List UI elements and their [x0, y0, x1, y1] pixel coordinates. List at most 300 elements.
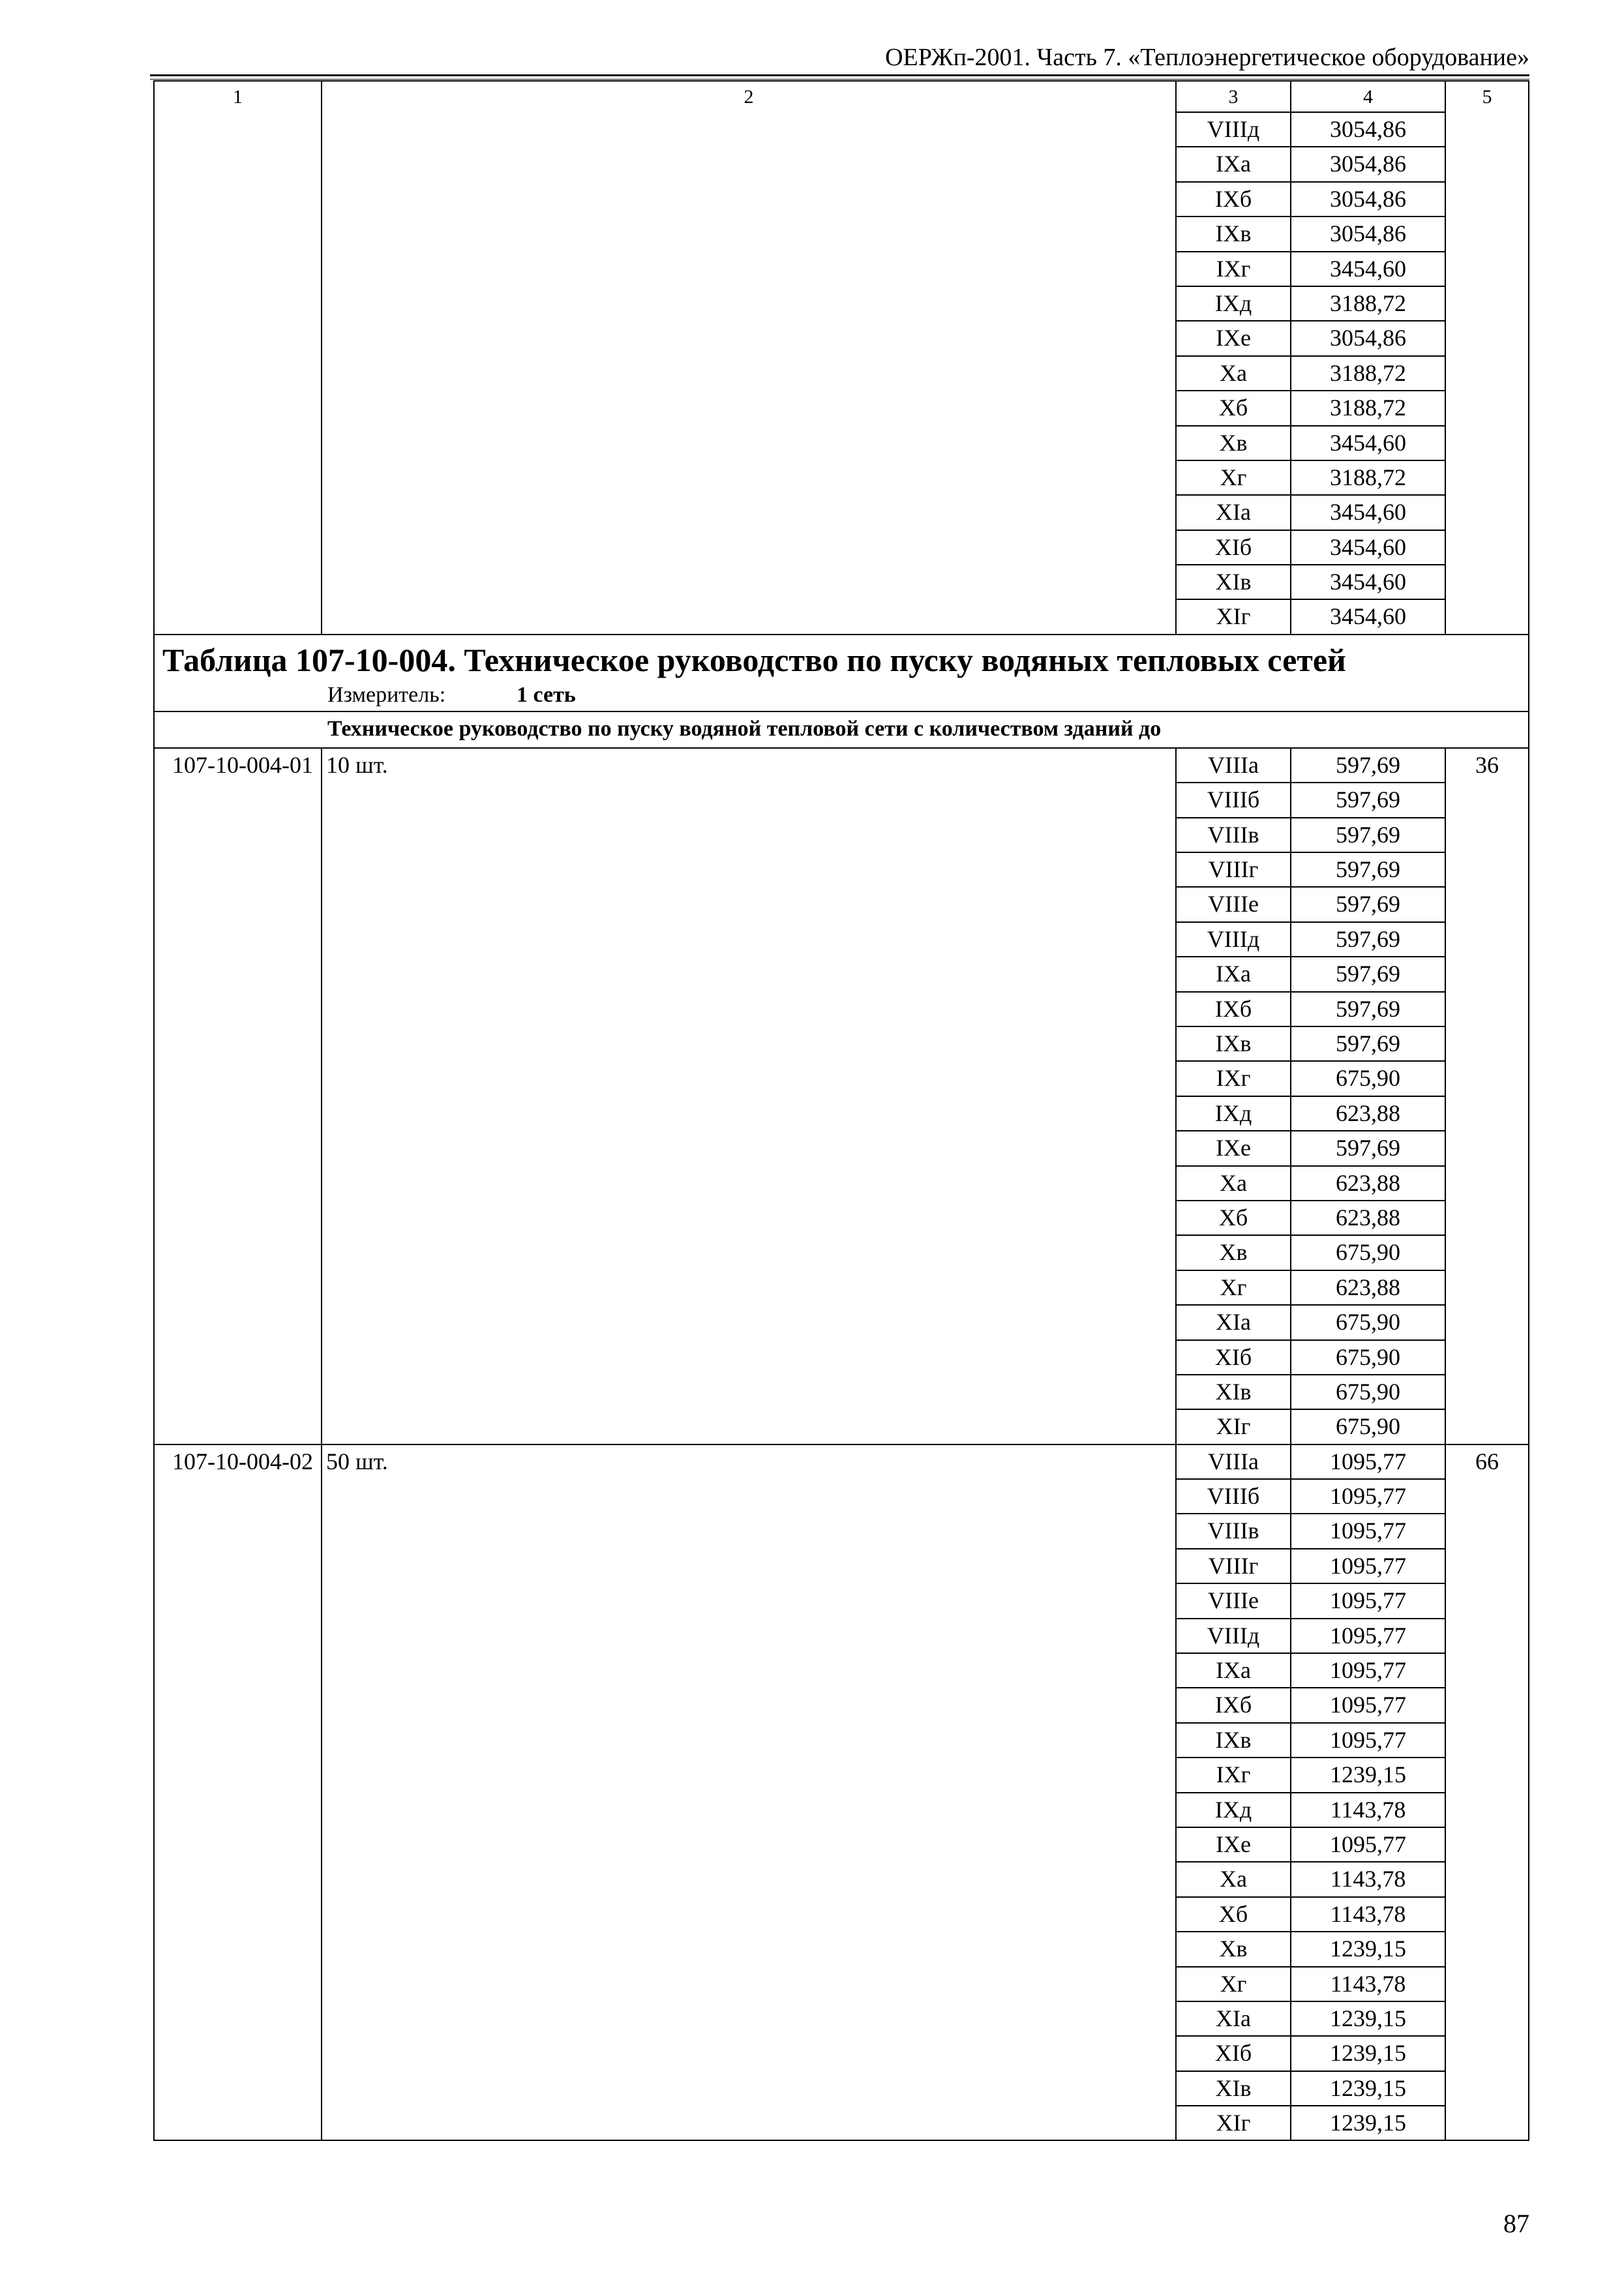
table-row	[153, 494, 1529, 529]
zone-cell: Xг	[1175, 1966, 1290, 2001]
price-cell: 597,69	[1290, 956, 1445, 991]
code-cell	[153, 599, 321, 633]
table-row	[153, 564, 1529, 599]
zone-cell: XIв	[1175, 1374, 1290, 1409]
description-cell	[321, 1653, 1175, 1687]
description-cell	[321, 2035, 1175, 2070]
labor-cell	[1445, 390, 1529, 425]
header-rule-thin	[150, 79, 1529, 80]
labor-cell	[1445, 1060, 1529, 1095]
table-row	[153, 146, 1529, 181]
description-cell: 10 шт.	[321, 747, 1175, 782]
code-cell	[153, 886, 321, 921]
price-cell: 623,88	[1290, 1270, 1445, 1304]
zone-cell: Xб	[1175, 390, 1290, 425]
table-row	[153, 1687, 1529, 1722]
table-row	[153, 2071, 1529, 2105]
code-cell	[153, 1687, 321, 1722]
table-row	[153, 112, 1529, 146]
price-cell: 1095,77	[1290, 1722, 1445, 1757]
labor-cell	[1445, 1827, 1529, 1861]
labor-cell	[1445, 852, 1529, 886]
table-row	[153, 1444, 1529, 1478]
zone-cell: IXд	[1175, 1792, 1290, 1827]
labor-cell	[1445, 1270, 1529, 1304]
zone-cell: XIб	[1175, 2035, 1290, 2070]
table-row	[153, 1653, 1529, 1687]
zone-cell: XIг	[1175, 2105, 1290, 2140]
table-row	[153, 251, 1529, 286]
price-cell: 1239,15	[1290, 1757, 1445, 1791]
labor-cell	[1445, 1339, 1529, 1374]
zone-cell: VIIIе	[1175, 1583, 1290, 1617]
labor-cell	[1445, 251, 1529, 286]
code-cell: 107-10-004-02	[153, 1444, 321, 1478]
labor-cell	[1445, 1478, 1529, 1513]
description-cell	[321, 1583, 1175, 1617]
labor-cell	[1445, 530, 1529, 564]
zone-cell: IXб	[1175, 181, 1290, 216]
zone-cell: IXв	[1175, 216, 1290, 250]
zone-cell: VIIIд	[1175, 1618, 1290, 1653]
code-cell	[153, 1653, 321, 1687]
description-cell	[321, 460, 1175, 494]
table-row	[153, 1026, 1529, 1060]
meter-label: Измеритель:	[327, 682, 446, 707]
code-cell	[153, 1861, 321, 1896]
labor-cell	[1445, 2105, 1529, 2140]
meter-value: 1 сеть	[517, 682, 576, 707]
zone-cell: XIа	[1175, 1304, 1290, 1339]
price-cell: 3054,86	[1290, 320, 1445, 355]
zone-cell: XIг	[1175, 1409, 1290, 1443]
zone-cell: IXб	[1175, 1687, 1290, 1722]
labor-cell	[1445, 991, 1529, 1026]
price-cell: 597,69	[1290, 852, 1445, 886]
table-row	[153, 1339, 1529, 1374]
code-cell	[153, 1513, 321, 1548]
code-cell	[153, 1548, 321, 1583]
price-cell: 1095,77	[1290, 1478, 1445, 1513]
description-cell	[321, 599, 1175, 633]
zone-cell: IXе	[1175, 320, 1290, 355]
description-cell	[321, 991, 1175, 1026]
table-row	[153, 1861, 1529, 1896]
labor-cell	[1445, 817, 1529, 852]
price-cell: 1095,77	[1290, 1687, 1445, 1722]
price-cell: 3188,72	[1290, 355, 1445, 390]
labor-cell	[1445, 921, 1529, 956]
code-cell	[153, 956, 321, 991]
description-cell	[321, 1130, 1175, 1165]
labor-cell	[1445, 494, 1529, 529]
page-number: 87	[1503, 2209, 1529, 2238]
table-row	[153, 921, 1529, 956]
price-cell: 1143,78	[1290, 1966, 1445, 2001]
price-table	[153, 80, 1529, 2141]
description-cell	[321, 564, 1175, 599]
description-cell	[321, 1026, 1175, 1060]
description-cell	[321, 1339, 1175, 1374]
code-cell: 107-10-004-01	[153, 747, 321, 782]
column-header: 5	[1445, 80, 1529, 112]
code-cell	[153, 1096, 321, 1130]
labor-cell: 66	[1445, 1444, 1529, 1478]
description-cell	[321, 1792, 1175, 1827]
labor-cell	[1445, 286, 1529, 320]
price-cell: 1095,77	[1290, 1653, 1445, 1687]
code-cell	[153, 2001, 321, 2035]
price-cell: 3054,86	[1290, 181, 1445, 216]
description-cell	[321, 390, 1175, 425]
zone-cell: Xа	[1175, 1165, 1290, 1200]
table-row	[153, 390, 1529, 425]
zone-cell: IXг	[1175, 1060, 1290, 1095]
price-cell: 623,88	[1290, 1200, 1445, 1234]
zone-cell: VIIIа	[1175, 1444, 1290, 1478]
table-row	[153, 1200, 1529, 1234]
zone-cell: IXб	[1175, 991, 1290, 1026]
description-cell	[321, 2071, 1175, 2105]
labor-cell	[1445, 146, 1529, 181]
table-row	[153, 216, 1529, 250]
price-cell: 675,90	[1290, 1374, 1445, 1409]
code-cell	[153, 1339, 321, 1374]
zone-cell: IXг	[1175, 251, 1290, 286]
labor-cell	[1445, 1687, 1529, 1722]
continuation-section	[153, 112, 1529, 634]
description-cell	[321, 1234, 1175, 1269]
code-cell	[153, 1827, 321, 1861]
labor-cell	[1445, 2001, 1529, 2035]
labor-cell	[1445, 1931, 1529, 1966]
price-cell: 3454,60	[1290, 425, 1445, 460]
table-row	[153, 1270, 1529, 1304]
price-cell: 3454,60	[1290, 564, 1445, 599]
code-cell	[153, 1026, 321, 1060]
labor-cell	[1445, 564, 1529, 599]
zone-cell: Xг	[1175, 460, 1290, 494]
column-header: 1	[153, 80, 321, 112]
price-cell: 3054,86	[1290, 216, 1445, 250]
description-cell	[321, 1757, 1175, 1791]
code-cell	[153, 1304, 321, 1339]
price-cell: 675,90	[1290, 1409, 1445, 1443]
labor-cell	[1445, 355, 1529, 390]
zone-cell: IXг	[1175, 1757, 1290, 1791]
table-row	[153, 1896, 1529, 1931]
zone-cell: Xв	[1175, 1234, 1290, 1269]
labor-cell	[1445, 1165, 1529, 1200]
description-cell	[321, 494, 1175, 529]
zone-cell: IXе	[1175, 1827, 1290, 1861]
zone-cell: IXв	[1175, 1026, 1290, 1060]
table-row	[153, 1583, 1529, 1617]
price-cell: 675,90	[1290, 1234, 1445, 1269]
description-cell	[321, 782, 1175, 816]
labor-cell	[1445, 1548, 1529, 1583]
zone-cell: XIв	[1175, 564, 1290, 599]
price-cell: 1239,15	[1290, 2071, 1445, 2105]
zone-cell: Xб	[1175, 1896, 1290, 1931]
zone-cell: IXа	[1175, 146, 1290, 181]
items-section	[153, 747, 1529, 2140]
code-cell	[153, 460, 321, 494]
code-cell	[153, 146, 321, 181]
description-cell	[321, 251, 1175, 286]
table-row	[153, 1478, 1529, 1513]
labor-cell	[1445, 1200, 1529, 1234]
table-row	[153, 181, 1529, 216]
labor-cell	[1445, 1583, 1529, 1617]
labor-cell	[1445, 1513, 1529, 1548]
code-cell	[153, 1757, 321, 1791]
zone-cell: IXа	[1175, 1653, 1290, 1687]
table-row	[153, 460, 1529, 494]
code-cell	[153, 2105, 321, 2140]
labor-cell	[1445, 886, 1529, 921]
description-cell	[321, 320, 1175, 355]
price-cell: 3054,86	[1290, 146, 1445, 181]
zone-cell: VIIIа	[1175, 747, 1290, 782]
price-cell: 1095,77	[1290, 1548, 1445, 1583]
page-header: ОЕРЖп-2001. Часть 7. «Теплоэнергетическое оборудование»	[885, 44, 1529, 71]
code-cell	[153, 921, 321, 956]
labor-cell	[1445, 1374, 1529, 1409]
labor-cell	[1445, 181, 1529, 216]
labor-cell	[1445, 1653, 1529, 1687]
code-cell	[153, 355, 321, 390]
table-title: Таблица 107-10-004. Техническое руководство по пуску водяных тепловых сетей	[162, 641, 1346, 678]
description-cell	[321, 425, 1175, 460]
price-cell: 1239,15	[1290, 1931, 1445, 1966]
description-cell	[321, 1722, 1175, 1757]
table-row	[153, 1966, 1529, 2001]
code-cell	[153, 1722, 321, 1757]
price-cell: 3454,60	[1290, 530, 1445, 564]
code-cell	[153, 1966, 321, 2001]
code-cell	[153, 1896, 321, 1931]
code-cell	[153, 1409, 321, 1443]
code-cell	[153, 181, 321, 216]
price-cell: 1095,77	[1290, 1583, 1445, 1617]
code-cell	[153, 1234, 321, 1269]
code-cell	[153, 817, 321, 852]
description-cell	[321, 1548, 1175, 1583]
code-cell	[153, 1270, 321, 1304]
code-cell	[153, 286, 321, 320]
code-cell	[153, 782, 321, 816]
zone-cell: IXа	[1175, 956, 1290, 991]
price-cell: 675,90	[1290, 1060, 1445, 1095]
labor-cell	[1445, 320, 1529, 355]
table-subtitle: Техническое руководство по пуску водяной тепловой сети с количеством зданий до	[153, 711, 1529, 747]
description-cell	[321, 286, 1175, 320]
description-cell	[321, 2105, 1175, 2140]
column-header-row	[153, 80, 1529, 112]
table-row	[153, 747, 1529, 782]
price-cell: 597,69	[1290, 991, 1445, 1026]
price-cell: 1095,77	[1290, 1513, 1445, 1548]
description-cell	[321, 1478, 1175, 1513]
table-row	[153, 1130, 1529, 1165]
description-cell	[321, 1687, 1175, 1722]
price-cell: 1239,15	[1290, 2035, 1445, 2070]
description-cell	[321, 1931, 1175, 1966]
table-row	[153, 1304, 1529, 1339]
table-row	[153, 286, 1529, 320]
labor-cell	[1445, 956, 1529, 991]
price-cell: 3454,60	[1290, 494, 1445, 529]
labor-cell	[1445, 1792, 1529, 1827]
labor-cell	[1445, 1618, 1529, 1653]
labor-cell	[1445, 2071, 1529, 2105]
zone-cell: VIIIг	[1175, 852, 1290, 886]
column-header: 3	[1175, 80, 1290, 112]
table-row	[153, 1409, 1529, 1443]
labor-cell	[1445, 1130, 1529, 1165]
price-cell: 597,69	[1290, 817, 1445, 852]
price-cell: 597,69	[1290, 1026, 1445, 1060]
labor-cell	[1445, 1096, 1529, 1130]
price-cell: 3454,60	[1290, 251, 1445, 286]
code-cell	[153, 1200, 321, 1234]
zone-cell: VIIIд	[1175, 112, 1290, 146]
table-row	[153, 1722, 1529, 1757]
price-cell: 623,88	[1290, 1165, 1445, 1200]
labor-cell	[1445, 599, 1529, 633]
table-row	[153, 1757, 1529, 1791]
code-cell	[153, 390, 321, 425]
zone-cell: VIIIд	[1175, 921, 1290, 956]
table-row	[153, 852, 1529, 886]
table-row	[153, 886, 1529, 921]
description-cell	[321, 921, 1175, 956]
price-cell: 675,90	[1290, 1304, 1445, 1339]
description-cell	[321, 181, 1175, 216]
description-cell: 50 шт.	[321, 1444, 1175, 1478]
code-cell	[153, 216, 321, 250]
table-title-block	[153, 634, 1529, 711]
table-row	[153, 1513, 1529, 1548]
price-cell: 1143,78	[1290, 1896, 1445, 1931]
price-cell: 597,69	[1290, 886, 1445, 921]
table-row	[153, 1931, 1529, 1966]
item-group	[153, 1444, 1529, 2140]
table-row	[153, 1792, 1529, 1827]
code-cell	[153, 251, 321, 286]
zone-cell: XIа	[1175, 494, 1290, 529]
description-cell	[321, 1513, 1175, 1548]
table-bottom-rule	[153, 2140, 1529, 2141]
description-cell	[321, 956, 1175, 991]
zone-cell: XIб	[1175, 530, 1290, 564]
code-cell	[153, 1618, 321, 1653]
item-group	[153, 747, 1529, 1444]
price-cell: 1095,77	[1290, 1444, 1445, 1478]
zone-cell: XIа	[1175, 2001, 1290, 2035]
column-header: 4	[1290, 80, 1445, 112]
zone-cell: Xб	[1175, 1200, 1290, 1234]
table-row	[153, 1165, 1529, 1200]
description-cell	[321, 1827, 1175, 1861]
table-row	[153, 1618, 1529, 1653]
header-rule	[150, 74, 1529, 76]
zone-cell: Xа	[1175, 1861, 1290, 1896]
table-row	[153, 2001, 1529, 2035]
zone-cell: Xа	[1175, 355, 1290, 390]
labor-cell	[1445, 1722, 1529, 1757]
code-cell	[153, 1478, 321, 1513]
price-cell: 1143,78	[1290, 1861, 1445, 1896]
code-cell	[153, 320, 321, 355]
table-row	[153, 1548, 1529, 1583]
labor-cell	[1445, 1304, 1529, 1339]
code-cell	[153, 852, 321, 886]
price-cell: 597,69	[1290, 921, 1445, 956]
description-cell	[321, 817, 1175, 852]
description-cell	[321, 1270, 1175, 1304]
table-row	[153, 2035, 1529, 2070]
table-row	[153, 599, 1529, 633]
zone-cell: Xв	[1175, 425, 1290, 460]
description-cell	[321, 2001, 1175, 2035]
labor-cell	[1445, 2035, 1529, 2070]
labor-cell	[1445, 1896, 1529, 1931]
price-cell: 675,90	[1290, 1339, 1445, 1374]
description-cell	[321, 1618, 1175, 1653]
column-header: 2	[321, 80, 1175, 112]
table-row	[153, 425, 1529, 460]
description-cell	[321, 146, 1175, 181]
zone-cell: XIв	[1175, 2071, 1290, 2105]
table-row	[153, 530, 1529, 564]
price-cell: 623,88	[1290, 1096, 1445, 1130]
zone-cell: IXд	[1175, 286, 1290, 320]
price-cell: 1095,77	[1290, 1827, 1445, 1861]
code-cell	[153, 2071, 321, 2105]
zone-cell: Xв	[1175, 1931, 1290, 1966]
table-row	[153, 1827, 1529, 1861]
table-row	[153, 1234, 1529, 1269]
labor-cell	[1445, 425, 1529, 460]
table-row	[153, 817, 1529, 852]
price-cell: 3188,72	[1290, 286, 1445, 320]
table-row	[153, 2105, 1529, 2140]
price-cell: 3188,72	[1290, 460, 1445, 494]
table-row	[153, 991, 1529, 1026]
table-row	[153, 1096, 1529, 1130]
code-cell	[153, 1165, 321, 1200]
zone-cell: VIIIб	[1175, 1478, 1290, 1513]
zone-cell: IXд	[1175, 1096, 1290, 1130]
price-cell: 1239,15	[1290, 2001, 1445, 2035]
code-cell	[153, 564, 321, 599]
zone-cell: IXе	[1175, 1130, 1290, 1165]
price-cell: 1143,78	[1290, 1792, 1445, 1827]
zone-cell: VIIIе	[1175, 886, 1290, 921]
code-cell	[153, 530, 321, 564]
table-row	[153, 1374, 1529, 1409]
description-cell	[321, 1165, 1175, 1200]
description-cell	[321, 355, 1175, 390]
description-cell	[321, 1374, 1175, 1409]
description-cell	[321, 1966, 1175, 2001]
zone-cell: VIIIв	[1175, 817, 1290, 852]
description-cell	[321, 852, 1175, 886]
price-cell: 1095,77	[1290, 1618, 1445, 1653]
code-cell	[153, 1060, 321, 1095]
